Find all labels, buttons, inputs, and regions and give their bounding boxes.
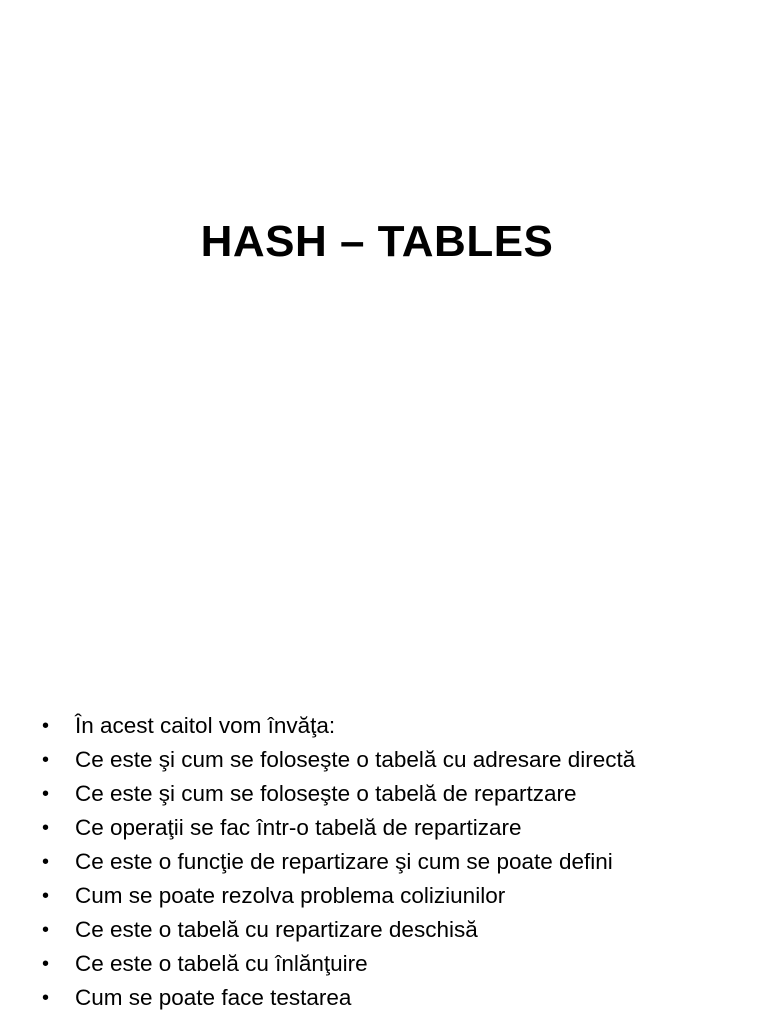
bullet-item <box>42 981 762 1015</box>
bullet-text: În acest caitol vom învăţa: <box>75 713 336 738</box>
slide-title: HASH – TABLES <box>200 217 554 266</box>
bullet-item <box>42 845 762 879</box>
bullet-icon: • <box>42 885 50 907</box>
bullet-text: Ce operaţii se fac într-o tabelă de repartizare <box>75 815 522 840</box>
bullet-icon: • <box>42 749 50 771</box>
bullet-text: Cum se poate face testarea <box>75 985 352 1010</box>
bullet-icon: • <box>42 953 50 975</box>
bullet-text: Ce este o tabelă cu repartizare deschisă <box>75 917 478 942</box>
bullet-icon: • <box>42 919 50 941</box>
bullet-item <box>42 777 762 811</box>
bullet-text: Ce este o tabelă cu înlănţuire <box>75 951 368 976</box>
bullet-icon: • <box>42 851 50 873</box>
bullet-text: Cum se poate rezolva problema coliziunilor <box>75 883 506 908</box>
bullet-item <box>42 743 762 777</box>
bullet-item <box>42 811 762 845</box>
bullet-text: Ce este şi cum se foloseşte o tabelă de repartzare <box>75 781 577 806</box>
bullet-icon: • <box>42 987 50 1009</box>
bullet-item <box>42 709 762 743</box>
bullet-text: Ce este o funcţie de repartizare şi cum se poate defini <box>75 849 613 874</box>
bullet-icon: • <box>42 817 50 839</box>
bullet-icon: • <box>42 783 50 805</box>
bullet-item <box>42 947 762 981</box>
bullet-item <box>42 879 762 913</box>
bullet-icon: • <box>42 715 50 737</box>
bullet-text: Ce este şi cum se foloseşte o tabelă cu adresare directă <box>75 747 636 772</box>
bullet-item <box>42 913 762 947</box>
bullet-list <box>42 709 762 1015</box>
